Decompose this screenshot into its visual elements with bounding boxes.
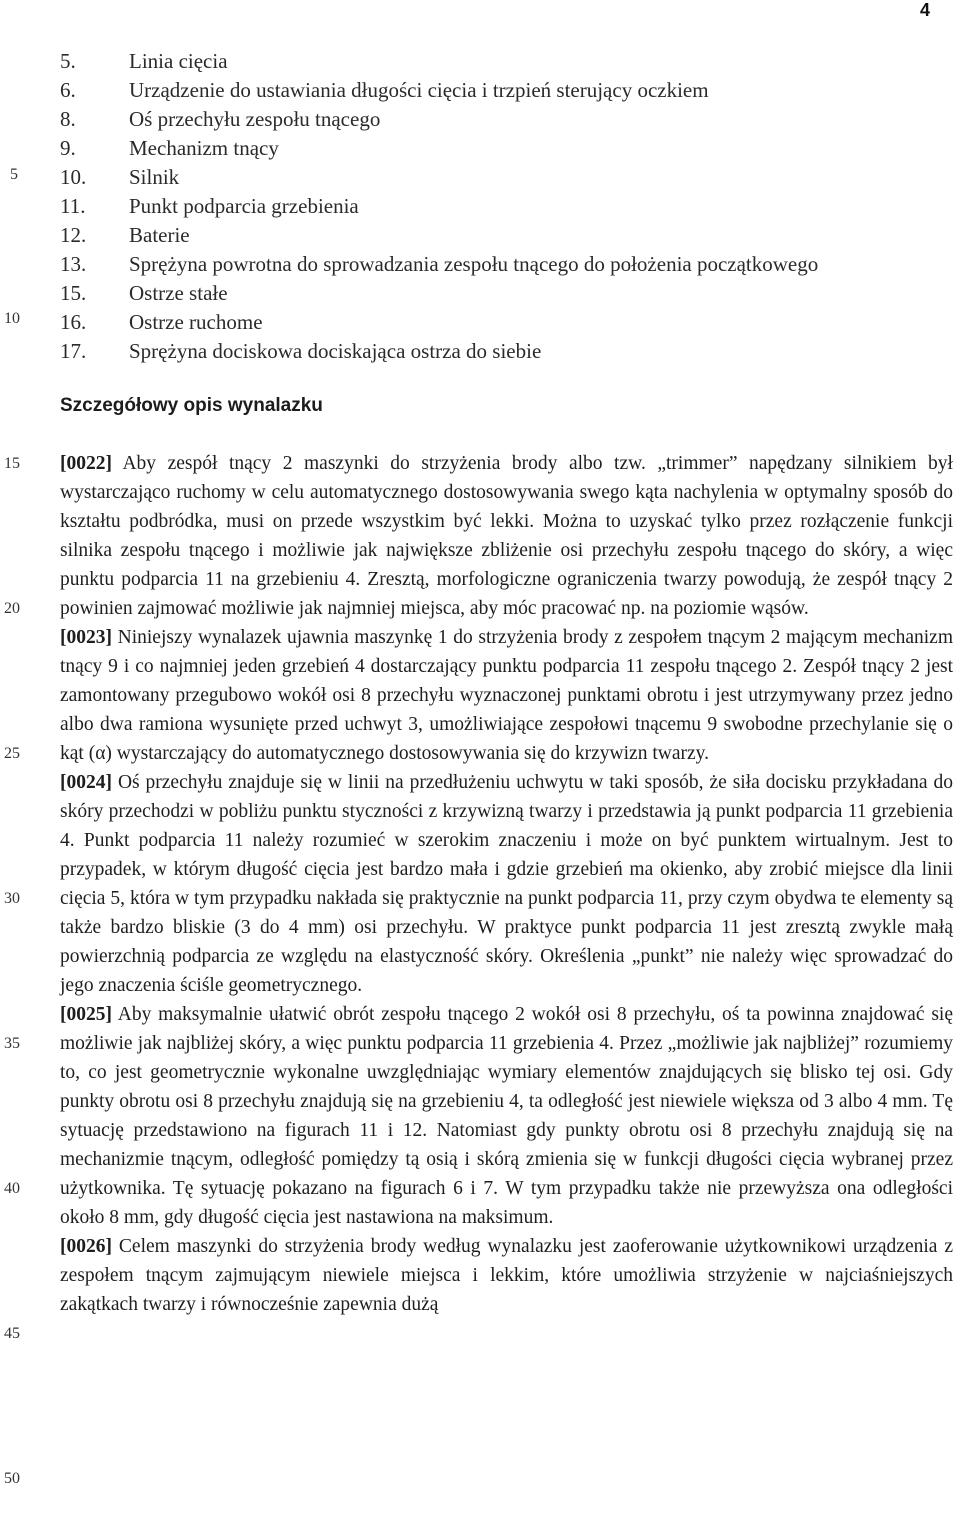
line-number-50: 50 <box>4 1470 20 1487</box>
paragraph-0026 <box>60 1232 953 1319</box>
paragraph-text: Niniejszy wynalazek ujawnia maszynkę 1 do strzyżenia brody z zespołem tnącym 2 mającym mechanizm tnący 9 i co najmniej jeden grzebień 4 dostarczający punktu podparcia 11 zespołu tnącego 2. Zespół tnący 2 jest zamontowany przegubowo wokół osi 8 przechyłu wyznaczonej punktami obrotu i jest utrzymywany przez jedno albo dwa ramiona wysunięte przed uchwyt 3, umożliwiające zespołowi tnącemu 9 swobodne przechylanie się o kąt (α) wystarczający do automatycznego dostosowywania się do krzywizn twarzy. <box>60 627 954 764</box>
list-item <box>60 134 940 163</box>
list-number: 9. <box>60 136 76 160</box>
paragraph-id: [0025] <box>60 1004 112 1025</box>
line-number-30: 30 <box>4 890 20 907</box>
paragraph-text: Oś przechyłu znajduje się w linii na przedłużeniu uchwytu w taki sposób, że siła docisku przykładana do skóry przechodzi w pobliżu punktu styczności z krzywizną twarzy i przedstawia ją punkt podparcia 11 grzebienia 4. Punkt podparcia 11 należy rozumieć w szerokim znaczeniu i może on być punktem wirtualnym. Jest to przypadek, w którym długość cięcia jest bardzo mała i gdzie grzebień ma okienko, aby zrobić miejsce dla linii cięcia 5, która w tym przypadku nakłada się praktycznie na punkt podparcia 11, przy czym obydwa te elementy są także bardzo bliskie (3 do 4 mm) osi przechyłu. W praktyce punkt podparcia 11 jest zresztą zwykle małą powierzchnią podparcia ze względu na elastyczność skóry. Określenia „punkt” nie należy więc sprowadzać do jego znaczenia ściśle geometrycznego. <box>60 772 954 996</box>
list-number: 17. <box>60 339 87 363</box>
paragraph-id: [0022] <box>60 453 112 474</box>
list-item <box>60 279 940 308</box>
list-number: 11. <box>60 194 86 218</box>
list-item <box>60 250 940 279</box>
list-item <box>60 163 940 192</box>
paragraph-id: [0024] <box>60 772 112 793</box>
reference-list <box>60 47 940 366</box>
list-item <box>60 192 940 221</box>
list-number: 5. <box>60 49 76 73</box>
line-number-15: 15 <box>4 455 20 472</box>
list-label: Sprężyna dociskowa dociskająca ostrza do siebie <box>129 339 542 363</box>
description-body <box>60 449 953 1319</box>
list-label: Ostrze ruchome <box>129 310 263 334</box>
list-label: Linia cięcia <box>129 49 228 73</box>
list-number: 8. <box>60 107 76 131</box>
list-number: 10. <box>60 165 87 189</box>
list-item <box>60 76 940 105</box>
list-number: 16. <box>60 310 87 334</box>
paragraph-text: Aby maksymalnie ułatwić obrót zespołu tnącego 2 wokół osi 8 przechyłu, oś ta powinna znajdować się możliwie jak najbliżej skóry, a więc punktu podparcia 11 grzebienia 4. Przez „możliwie jak najbliżej” rozumiemy to, co jest geometrycznie wykonalne uwzględniając wymiary elementów znajdujących się blisko tej osi. Gdy punkty obrotu osi 8 przechyłu znajdują się na grzebieniu 4, ta odległość jest niewiele większa od 3 albo 4 mm. Tę sytuację przedstawiono na figurach 11 i 12. Natomiast gdy punkty obrotu osi 8 przechyłu znajdują się na mechanizmie tnącym, odległość pomiędzy tą osią i skórą zmienia się w funkcji długości cięcia wybranej przez użytkownika. Tę sytuację pokazano na figurach 6 i 7. W tym przypadku także nie przewyższa ona odległości około 8 mm, gdy długość cięcia jest nastawiona na maksimum. <box>60 1004 953 1228</box>
paragraph-text: Aby zespół tnący 2 maszynki do strzyżenia brody albo tzw. „trimmer” napędzany silnikiem był wystarczająco ruchomy w celu automatycznego dostosowywania swego kąta nachylenia w optymalny sposób do kształtu podbródka, musi on przede wszystkim być lekki. Można to uzyskać tylko przez rozłączenie funkcji silnika zespołu tnącego i możliwie jak największe zbliżenie osi przechyłu zespołu tnącego do skóry, a więc punktu podparcia 11 na grzebieniu 4. Zresztą, morfologiczne ograniczenia twarzy powodują, że zespół tnący 2 powinien zajmować możliwie jak najmniej miejsca, aby móc pracować np. na poziomie wąsów. <box>60 453 953 619</box>
line-number-10: 10 <box>4 310 20 327</box>
line-number-40: 40 <box>4 1180 20 1197</box>
list-label: Urządzenie do ustawiania długości cięcia i trzpień sterujący oczkiem <box>129 78 709 102</box>
paragraph-0023 <box>60 623 953 768</box>
list-item <box>60 47 940 76</box>
list-label: Oś przechyłu zespołu tnącego <box>129 107 381 131</box>
section-heading: Szczegółowy opis wynalazku <box>60 395 323 416</box>
paragraph-0022 <box>60 449 953 623</box>
list-label: Punkt podparcia grzebienia <box>129 194 359 218</box>
line-number-5: 5 <box>10 166 18 183</box>
list-label: Baterie <box>129 223 190 247</box>
page-number: 4 <box>919 0 930 20</box>
paragraph-id: [0023] <box>60 627 112 648</box>
list-number: 12. <box>60 223 87 247</box>
line-number-45: 45 <box>4 1325 20 1342</box>
list-label: Silnik <box>129 165 180 189</box>
list-label: Ostrze stałe <box>129 281 228 305</box>
list-label: Mechanizm tnący <box>129 136 279 160</box>
paragraph-text: Celem maszynki do strzyżenia brody według wynalazku jest zaoferowanie użytkownikowi urządzenia z zespołem tnącym zajmującym niewiele miejsca i lekkim, które umożliwia strzyżenie w najciaśniejszych zakątkach twarzy i równocześnie zapewnia dużą <box>60 1236 954 1315</box>
list-label: Sprężyna powrotna do sprowadzania zespołu tnącego do położenia początkowego <box>129 252 819 276</box>
line-number-20: 20 <box>4 600 20 617</box>
list-item <box>60 105 940 134</box>
list-number: 15. <box>60 281 87 305</box>
paragraph-0025 <box>60 1000 953 1232</box>
paragraph-0024 <box>60 768 953 1000</box>
list-item <box>60 221 940 250</box>
list-item <box>60 337 940 366</box>
list-number: 6. <box>60 78 76 102</box>
paragraph-id: [0026] <box>60 1236 112 1257</box>
list-number: 13. <box>60 252 87 276</box>
line-number-35: 35 <box>4 1035 20 1052</box>
list-item <box>60 308 940 337</box>
line-number-25: 25 <box>4 745 20 762</box>
